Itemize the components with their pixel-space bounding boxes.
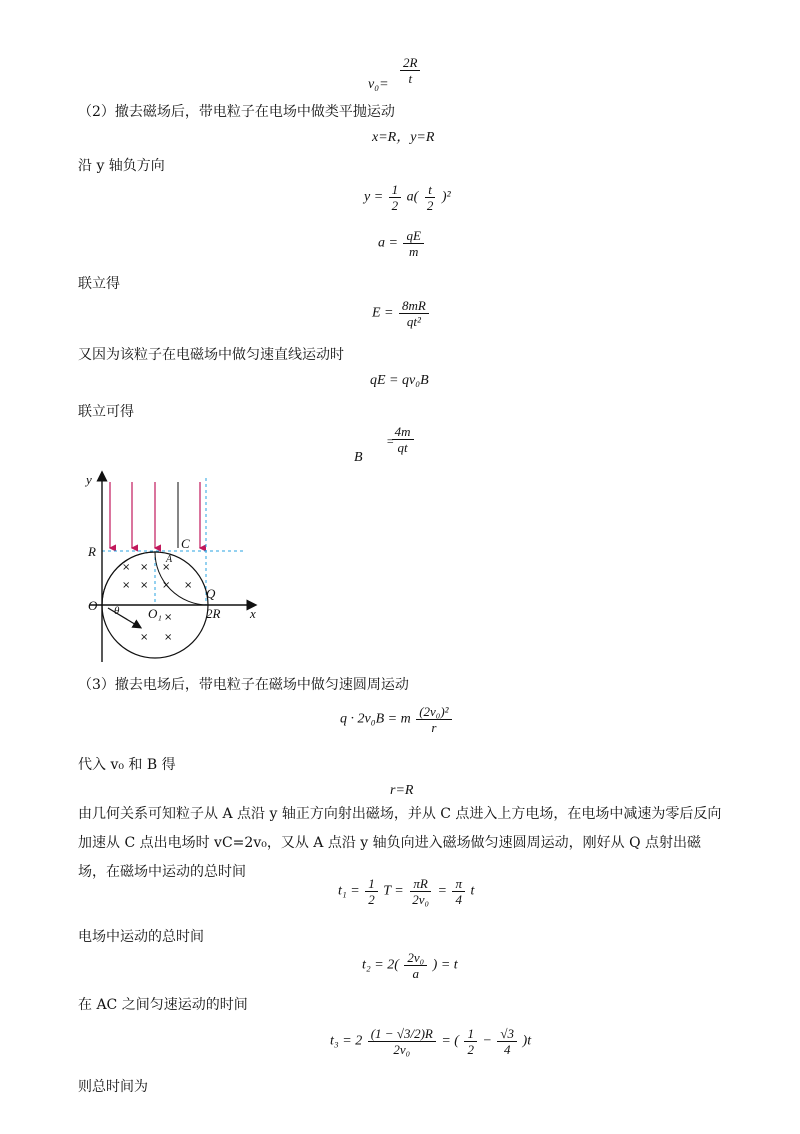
eq-sign: − <box>482 1033 492 1049</box>
numerator: π <box>452 876 465 892</box>
eq-term: a( <box>406 189 419 205</box>
combine-text-1: 联立得 <box>78 276 120 292</box>
denominator: 2 <box>368 892 375 907</box>
equation-xy: x=R，y=R <box>372 130 435 145</box>
cross-mark: × <box>140 632 149 643</box>
numerator: qE <box>403 228 423 244</box>
equation-t3 <box>330 1026 531 1057</box>
eq-sign: = <box>437 883 447 899</box>
substitute-text: 代入 v₀ 和 B 得 <box>78 757 176 773</box>
denominator: a <box>412 966 420 981</box>
fraction <box>392 424 414 455</box>
numerator: 2R <box>400 55 420 71</box>
denominator: m <box>408 244 419 259</box>
equation-r: r=R <box>390 783 414 798</box>
fraction <box>404 950 427 981</box>
fraction <box>409 876 432 907</box>
label-theta: θ <box>114 605 120 617</box>
cross-mark: × <box>184 580 193 591</box>
eq-term: T = <box>383 883 404 899</box>
label-O1: O₁ <box>148 606 162 621</box>
denominator: qt <box>397 440 408 455</box>
ac-time-text: 在 AC 之间匀速运动的时间 <box>78 997 248 1013</box>
combine-text-2: 联立可得 <box>78 404 134 420</box>
cross-mark: × <box>164 612 173 623</box>
eq-lhs: q · 2v₀B = m <box>340 711 411 727</box>
label-x-axis: x <box>250 606 256 621</box>
numerator: 4m <box>392 424 414 440</box>
uniform-motion-text: 又因为该粒子在电磁场中做匀速直线运动时 <box>78 347 344 363</box>
eq-lhs: t₂ = 2( <box>362 957 399 973</box>
numerator: (1 − √3/2)R <box>368 1026 436 1042</box>
label-R: R <box>88 544 96 559</box>
denominator: 2 <box>426 198 434 213</box>
numerator: (2v₀)² <box>416 704 451 720</box>
cross-mark: × <box>122 562 131 573</box>
eq-tail: )² <box>441 189 451 205</box>
equation-v0 <box>368 55 418 92</box>
cross-mark: × <box>162 562 171 573</box>
label-A: A <box>166 554 173 565</box>
denominator: 2v₀ <box>393 1042 411 1057</box>
numerator: 2v₀ <box>404 950 427 966</box>
eq-sign: = <box>386 433 395 448</box>
fraction <box>416 704 451 735</box>
denominator: 4 <box>455 892 462 907</box>
cross-mark: × <box>140 580 149 591</box>
eq-lhs: E = <box>372 305 394 321</box>
denominator: 2 <box>391 198 399 213</box>
denominator: 2 <box>467 1042 474 1057</box>
cross-mark: × <box>122 580 131 591</box>
eq-lhs: y = <box>364 189 384 205</box>
denominator: 4 <box>503 1042 511 1057</box>
numerator: t <box>425 182 435 198</box>
equation-circular <box>340 704 454 735</box>
label-Q: Q <box>206 586 216 601</box>
eq-lhs: a = <box>378 235 398 251</box>
eq-sign: = ( <box>441 1033 459 1049</box>
numerator: 1 <box>464 1026 477 1042</box>
label-O: O <box>88 598 98 613</box>
denominator: r <box>431 720 437 735</box>
label-2R: 2R <box>206 606 221 621</box>
step3-text: （3）撤去电场后，带电粒子在磁场中做匀速圆周运动 <box>78 677 409 693</box>
fraction <box>365 876 378 907</box>
geometry-paragraph: 由几何关系可知粒子从 A 点沿 y 轴正方向射出磁场，并从 C 点进入上方电场，在电场中减速为零后反向加速从 C 点出电场时 vC=2v₀，又从 A 点沿 y 轴负向进入磁场做匀速圆周运动，刚好从 Q 点射出磁场，在磁场中运动的总时间 <box>78 806 722 880</box>
field-time-text: 电场中运动的总时间 <box>78 929 204 945</box>
equation-E <box>372 298 431 329</box>
denominator: t <box>408 71 413 86</box>
eq-tail: )t <box>522 1033 532 1049</box>
eq-lhs: v₀= <box>368 76 389 92</box>
fraction <box>464 1026 477 1057</box>
eq-lhs: t₁ = <box>338 883 360 899</box>
fraction-t-half <box>424 182 437 213</box>
equation-qE: qE = qv₀B <box>370 373 429 388</box>
total-time-text: 则总时间为 <box>78 1079 148 1095</box>
equation-y <box>364 182 451 213</box>
step2-text: （2）撤去磁场后，带电粒子在电场中做类平抛运动 <box>78 104 395 120</box>
fraction <box>452 876 465 907</box>
numerator: √3 <box>497 1026 517 1042</box>
numerator: 8mR <box>399 298 429 314</box>
fraction <box>399 298 429 329</box>
cross-mark: × <box>164 632 173 643</box>
cross-mark: × <box>162 580 171 591</box>
fraction <box>403 228 423 259</box>
direction-text: 沿 y 轴负方向 <box>78 158 165 174</box>
eq-lhs: B <box>354 449 363 465</box>
equation-t1 <box>338 876 474 907</box>
numerator: 1 <box>365 876 378 892</box>
eq-tail: ) = t <box>432 957 458 973</box>
eq-lhs: t₃ = 2 <box>330 1033 363 1049</box>
equation-B <box>354 424 411 465</box>
numerator: πR <box>410 876 430 892</box>
field-diagram <box>80 470 280 670</box>
numerator: 1 <box>389 182 402 198</box>
cross-mark: × <box>140 562 149 573</box>
label-C: C <box>181 536 190 551</box>
label-y-axis: y <box>86 472 92 487</box>
fraction <box>497 1026 517 1057</box>
denominator: 2v₀ <box>412 892 429 907</box>
fraction-half <box>389 182 402 213</box>
denominator: qt² <box>406 314 421 329</box>
fraction <box>400 55 420 86</box>
eq-tail: t <box>470 883 475 899</box>
equation-a <box>378 228 426 259</box>
fraction <box>368 1026 436 1057</box>
equation-t2 <box>362 950 458 981</box>
